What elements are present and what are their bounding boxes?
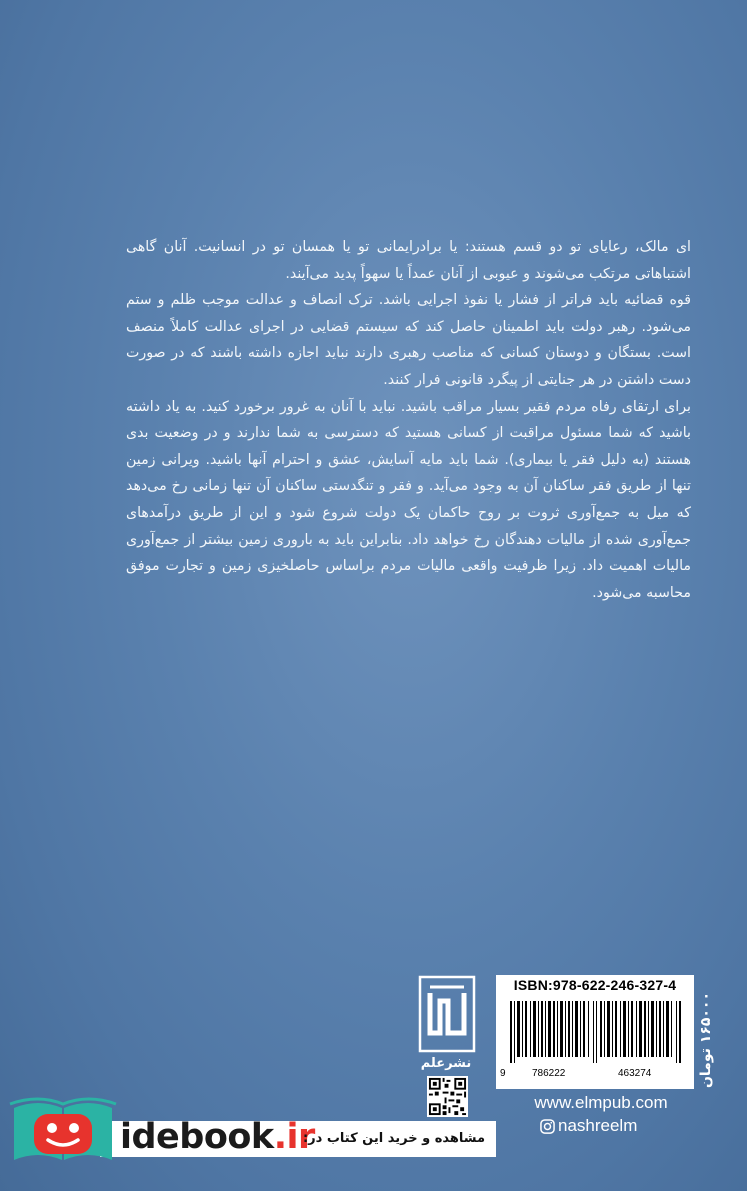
barcode-left-digits: 786222 bbox=[532, 1068, 566, 1079]
excerpt-paragraph-2: قوه قضائیه باید فراتر از فشار یا نفوذ اجرایی باشد. ترک انصاف و عدالت موجب ظلم و ستم می‌شود. رهبر دولت باید اطمینان حاصل کند که سیستم قضایی در اجرای عدالت کاملاً منصف است. بستگان و دوستان کسانی که مناصب رهبری دارند نباید اجازه داشته باشند که در صورت دست داشتن در هر جنایتی از پیگرد قانونی فرار کنند. bbox=[126, 292, 691, 388]
back-cover-excerpt bbox=[126, 234, 691, 606]
isbn-number: ISBN:978-622-246-327-4 bbox=[513, 977, 677, 993]
publisher-website-link[interactable]: www.elmpub.com bbox=[534, 1093, 668, 1112]
brand-tld: .ir bbox=[273, 1117, 315, 1157]
barcode-right-digits: 463274 bbox=[618, 1068, 652, 1079]
price-text: ۱۶۵۰۰۰ تومان bbox=[698, 991, 714, 1089]
idebook-banner[interactable] bbox=[0, 1090, 500, 1168]
isbn-barcode bbox=[496, 975, 694, 1089]
brand-main: idebook bbox=[120, 1117, 274, 1157]
instagram-icon bbox=[540, 1119, 555, 1134]
barcode-bars bbox=[508, 1001, 684, 1063]
publisher-logo-icon bbox=[416, 975, 478, 1057]
instagram-handle[interactable] bbox=[540, 1116, 637, 1136]
excerpt-paragraph-3: برای ارتقای رفاه مردم فقیر بسیار مراقب باشید. نباید با آنان به غرور برخورد کنید. به یاد داشته باشید که شما مسئول مراقبت از کسانی هستید که دسترسی به شما ندارند و در وضعیت بدی هستند (به دلیل فقر یا بیماری). شما باید مایه آسایش، عشق و احترام آنها باشید. ویرانی زمین تنها از طریق فقر ساکنان آن به وجود می‌آید. و فقر و تنگدستی ساکنان آن تنها زمانی رخ می‌دهد که میل به جمع‌آوری ثروت بر روح حاکمان یک دولت شروع شود و این از طریق درآمدهای جمع‌آوری شده از مالیات دهندگان رخ خواهد داد. بنابراین باید به باروری زمین بیشتر از جمع‌آوری مالیات اهمیت داد. زیرا ظرفیت واقعی مالیات مردم براساس حاصلخیزی زمین و تجارت موفق محاسبه می‌شود. bbox=[126, 398, 691, 601]
price-tag bbox=[688, 985, 724, 1095]
excerpt-paragraph-1: ای مالک، رعایای تو دو قسم هستند: یا برادرایمانی تو یا همسان تو در انسانیت. آنان گاهی اشتباهاتی مرتکب می‌شوند و عیوبی از آنان عمداً یا سهواً پدید می‌آیند. bbox=[126, 239, 691, 282]
instagram-name: nashreelm bbox=[558, 1116, 638, 1135]
banner-caption: مشاهده و خرید این کتاب در: bbox=[302, 1131, 486, 1146]
book-logo-icon bbox=[8, 1090, 118, 1168]
barcode-lead-digit: 9 bbox=[500, 1068, 506, 1079]
publisher-name: نشرعلم bbox=[420, 1056, 472, 1071]
banner-brand bbox=[120, 1115, 315, 1159]
